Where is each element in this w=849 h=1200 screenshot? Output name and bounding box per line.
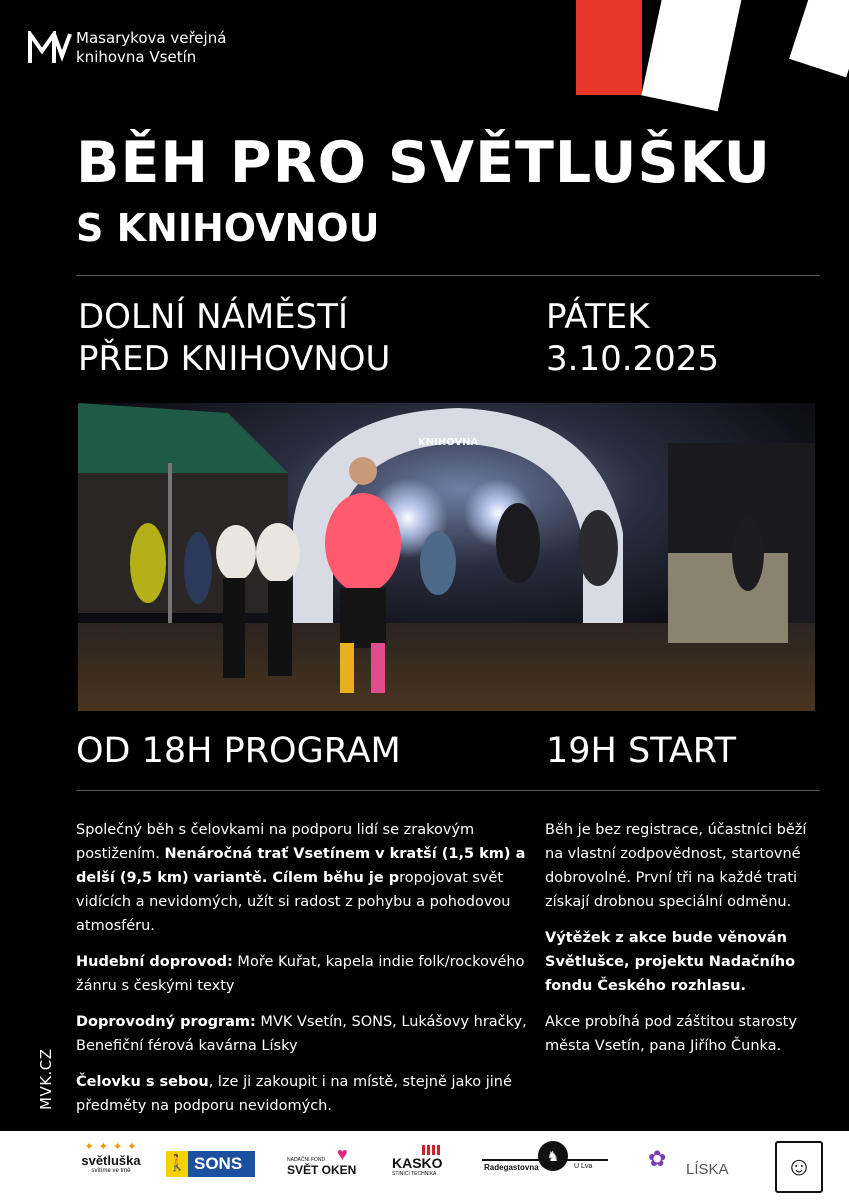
kasko-name: KASKO <box>392 1155 443 1171</box>
lion-badge-icon: ♞ <box>538 1141 568 1171</box>
heart-icon: ♥ <box>337 1144 348 1164</box>
patronage-paragraph: Akce probíhá pod záštitou starosty města Vsetín, pana Jiřího Čunka. <box>545 1014 797 1054</box>
mvk-monogram-icon <box>28 31 72 65</box>
event-location <box>78 296 390 380</box>
library-logo <box>28 29 226 67</box>
sponsor-kasko <box>392 1145 452 1177</box>
event-description <box>76 818 532 1130</box>
event-day: PÁTEK <box>546 297 650 337</box>
sponsor-radegastovna <box>482 1148 608 1175</box>
white-decor-block <box>641 0 744 111</box>
event-date <box>546 296 719 380</box>
headlamp-label: Čelovku s sebou <box>76 1074 209 1090</box>
description-rest: ropojovat svět vidících a nevidomých, užít si radost z pohybu a pohodovou atmosféru. <box>76 870 511 934</box>
headlamp-paragraph <box>76 1070 532 1118</box>
event-photo <box>78 403 815 711</box>
sponsor-lukasovy-hracky <box>775 1141 823 1193</box>
sons-label: SONS <box>194 1154 243 1173</box>
program-label: Doprovodný program: <box>76 1014 256 1030</box>
music-text: Moře Kuřat, kapela indie folk/rockového žánru s českými texty <box>76 954 525 994</box>
arch-banner-text: KNIHOVNA <box>418 437 479 448</box>
sons-figure-icon: 🚶 <box>166 1151 188 1177</box>
library-name-line2: knihovna Vsetín <box>76 48 197 66</box>
sponsor-svet-oken <box>287 1143 359 1177</box>
event-info <box>545 818 823 1070</box>
description-highlight: Nenáročná trať Vsetínem v kratší (1,5 km) a delší (9,5 km) variantě. Cílem běhu je p <box>76 846 526 886</box>
sponsor-svetluska <box>76 1141 146 1191</box>
event-date-value: 3.10.2025 <box>546 339 720 379</box>
tree-icon: ✿ <box>648 1146 667 1171</box>
svetluska-name: světluška <box>81 1153 141 1168</box>
location-line2: PŘED KNIHOVNOU <box>78 339 391 379</box>
sponsor-footer <box>0 1131 849 1200</box>
program-text: MVK Vsetín, SONS, Lukášovy hračky, Benefiční férová kavárna Lísky <box>76 1014 527 1054</box>
radegast-name: Radegastovna <box>484 1163 539 1172</box>
proceeds-paragraph: Výtěžek z akce bude věnován Světlušce, projektu Nadačního fondu Českého rozhlasu. <box>545 930 796 994</box>
sponsor-sons <box>166 1151 255 1177</box>
radegast-sub: U Lva <box>574 1163 593 1170</box>
liska-name: LÍSKA <box>686 1161 729 1178</box>
svetluska-tagline: svítíme ve tmě <box>91 1168 131 1174</box>
divider <box>76 275 820 276</box>
cartoon-figure-icon: ☺ <box>785 1151 813 1181</box>
description-paragraph <box>76 818 532 938</box>
sponsor-liska <box>648 1145 734 1185</box>
registration-paragraph: Běh je bez registrace, účastníci běží na vlastní zodpovědnost, startovné dobrovolné. První tři na každé trati získají drobnou speciální odměnu. <box>545 822 807 910</box>
website-side-text: MVK.CZ <box>37 1048 55 1110</box>
description-intro: Společný běh s čelovkami na podporu lidí se zrakovým postižením. <box>76 822 475 862</box>
poster-subtitle: S KNIHOVNOU <box>76 206 380 250</box>
svet-oken-name: SVĚT OKEN <box>287 1163 357 1177</box>
headlamp-text: , lze ji zakoupit i na místě, stejně jako jiné předměty na podporu nevidomých. <box>76 1074 512 1114</box>
svet-oken-small: NADAČNÍ FOND <box>287 1157 326 1163</box>
program-time: OD 18H PROGRAM <box>76 731 401 771</box>
white-decor-block-corner <box>789 0 849 77</box>
music-label: Hudební doprovod: <box>76 954 233 970</box>
music-paragraph <box>76 950 532 998</box>
red-decor-block <box>576 0 642 95</box>
library-name <box>76 29 226 67</box>
poster-title: BĚH PRO SVĚTLUŠKU <box>76 130 771 196</box>
runners-photo-illustration <box>78 403 815 711</box>
start-time: 19H START <box>546 731 736 771</box>
kasko-tagline: STINICÍ TECHNIKA <box>392 1171 437 1177</box>
kasko-grid-icon <box>422 1145 440 1155</box>
library-name-line1: Masarykova veřejná <box>76 29 227 47</box>
program-paragraph <box>76 1010 532 1058</box>
firefly-dots-icon: ✦ ✦ ✦ ✦ <box>84 1141 138 1153</box>
divider <box>76 790 820 791</box>
location-line1: DOLNÍ NÁMĚSTÍ <box>78 297 349 337</box>
